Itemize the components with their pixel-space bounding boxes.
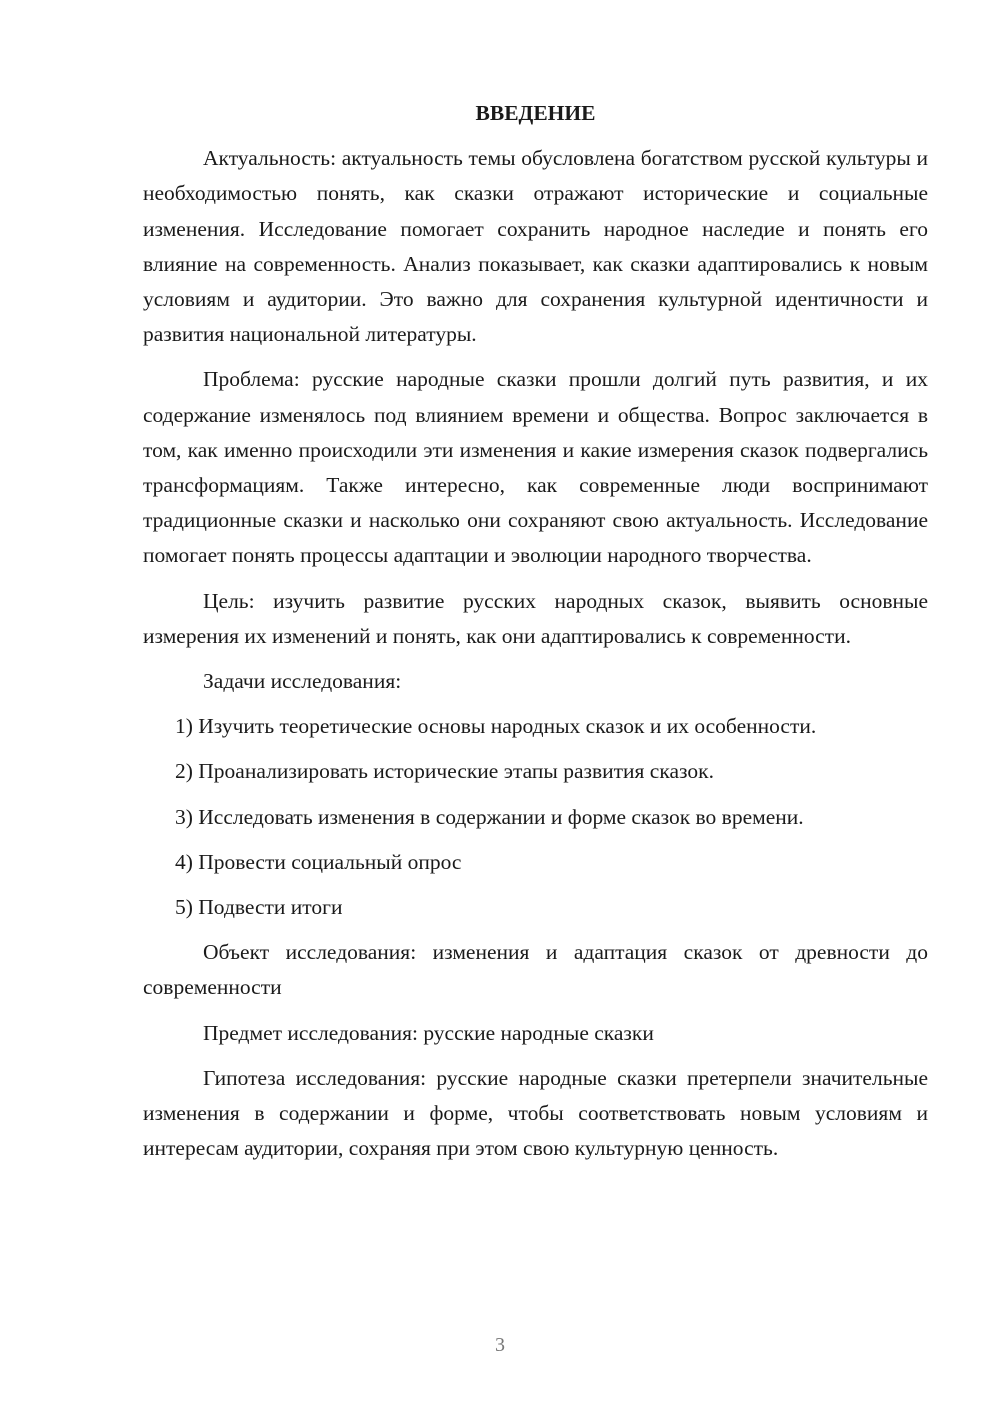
paragraph-problem: Проблема: русские народные сказки прошли долгий путь развития, и их содержание изменялось под влиянием времени и общества. Вопрос заключается в том, как именно происходили эти изменения и какие измерения сказок подвергались трансформациям. Также интересно, как современные люди воспринимают традиционные сказки и насколько они сохраняют свою актуальность. Исследование помогает понять процессы адаптации и эволюции народного творчества. — [143, 367, 928, 568]
paragraph-subject: Предмет исследования: русские народные сказки — [203, 1020, 654, 1045]
tasks-heading: Задачи исследования: — [203, 669, 402, 694]
page-number: 3 — [495, 1334, 505, 1356]
list-item: 3) Исследовать изменения в содержании и форме сказок во времени. — [175, 804, 804, 829]
paragraph-relevance: Актуальность: актуальность темы обусловлена богатством русской культуры и необходимостью понять, как сказки отражают исторические и социальные изменения. Исследование помогает сохранить народное наследие и понять его влияние на современность. Анализ показывает, как сказки адаптировались к новым условиям и аудитории. Это важно для сохранения культурной идентичности и развития национальной литературы. — [143, 146, 928, 347]
list-item: 5) Подвести итоги — [175, 895, 343, 920]
paragraph-object: Объект исследования: изменения и адаптация сказок от древности до современности — [143, 940, 928, 1000]
page-title: ВВЕДЕНИЕ — [475, 101, 596, 125]
paragraph-hypothesis: Гипотеза исследования: русские народные сказки претерпели значительные изменения в содержании и форме, чтобы соответствовать новым условиям и интересам аудитории, сохраняя при этом свою культурную ценность. — [143, 1065, 928, 1161]
document-body — [143, 96, 928, 1176]
list-item: 4) Провести социальный опрос — [175, 849, 462, 874]
tasks-list — [143, 709, 928, 925]
list-item: 1) Изучить теоретические основы народных сказок и их особенности. — [175, 714, 817, 739]
paragraph-goal: Цель: изучить развитие русских народных сказок, выявить основные измерения их изменений и понять, как они адаптировались к современности. — [143, 588, 928, 648]
list-item: 2) Проанализировать исторические этапы развития сказок. — [175, 759, 714, 784]
